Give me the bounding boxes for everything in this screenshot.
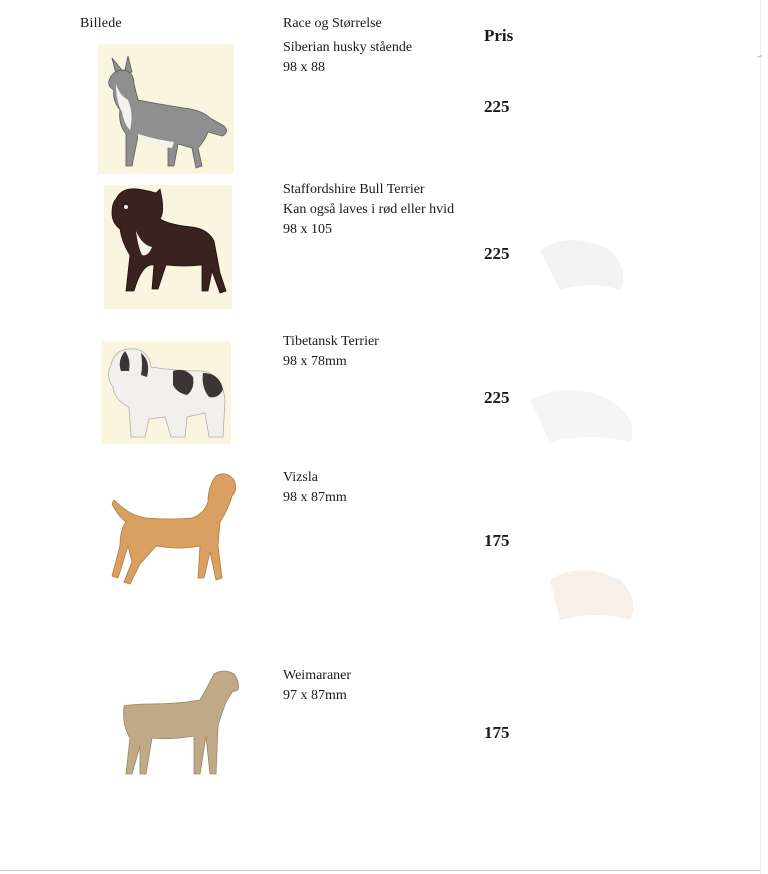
price-husky: 225 bbox=[484, 97, 510, 116]
vizsla-embroidery-image bbox=[100, 466, 244, 596]
bleed-through-mark bbox=[520, 370, 650, 455]
scan-bottom-edge bbox=[0, 870, 760, 871]
color-note: Kan også laves i rød eller hvid bbox=[283, 202, 455, 217]
price-weimaraner: 175 bbox=[484, 723, 510, 742]
size-text: 98 x 78mm bbox=[283, 354, 347, 369]
price-staffordshire: 225 bbox=[484, 244, 510, 263]
breed-name: Tibetansk Terrier bbox=[283, 334, 379, 349]
weimaraner-embroidery-image bbox=[108, 664, 244, 780]
item-description-husky bbox=[283, 38, 412, 78]
staffordshire-embroidery-image bbox=[104, 185, 232, 309]
item-description-weimaraner bbox=[283, 666, 351, 706]
breed-name: Staffordshire Bull Terrier bbox=[283, 182, 425, 197]
column-header-picture: Billede bbox=[80, 16, 122, 31]
breed-name: Siberian husky stående bbox=[283, 40, 413, 55]
size-text: 98 x 105 bbox=[283, 222, 332, 237]
size-text: 98 x 88 bbox=[283, 60, 325, 75]
price-vizsla: 175 bbox=[484, 531, 510, 550]
column-header-price: Pris bbox=[484, 26, 514, 45]
husky-embroidery-image bbox=[98, 44, 234, 174]
bleed-through-mark bbox=[540, 540, 650, 635]
size-text: 98 x 87mm bbox=[283, 490, 347, 505]
tibetan-terrier-embroidery-image bbox=[101, 341, 231, 444]
item-description-tibetan-terrier bbox=[283, 332, 379, 372]
column-header-breed-size: Race og Størrelse bbox=[283, 16, 382, 31]
breed-name: Vizsla bbox=[283, 470, 318, 485]
breed-name: Weimaraner bbox=[283, 668, 352, 683]
item-description-vizsla bbox=[283, 468, 347, 508]
size-text: 97 x 87mm bbox=[283, 688, 347, 703]
price-tibetan-terrier: 225 bbox=[484, 388, 510, 407]
bleed-through-mark bbox=[530, 220, 650, 305]
scan-right-edge bbox=[760, 0, 761, 874]
item-description-staffordshire bbox=[283, 180, 454, 240]
